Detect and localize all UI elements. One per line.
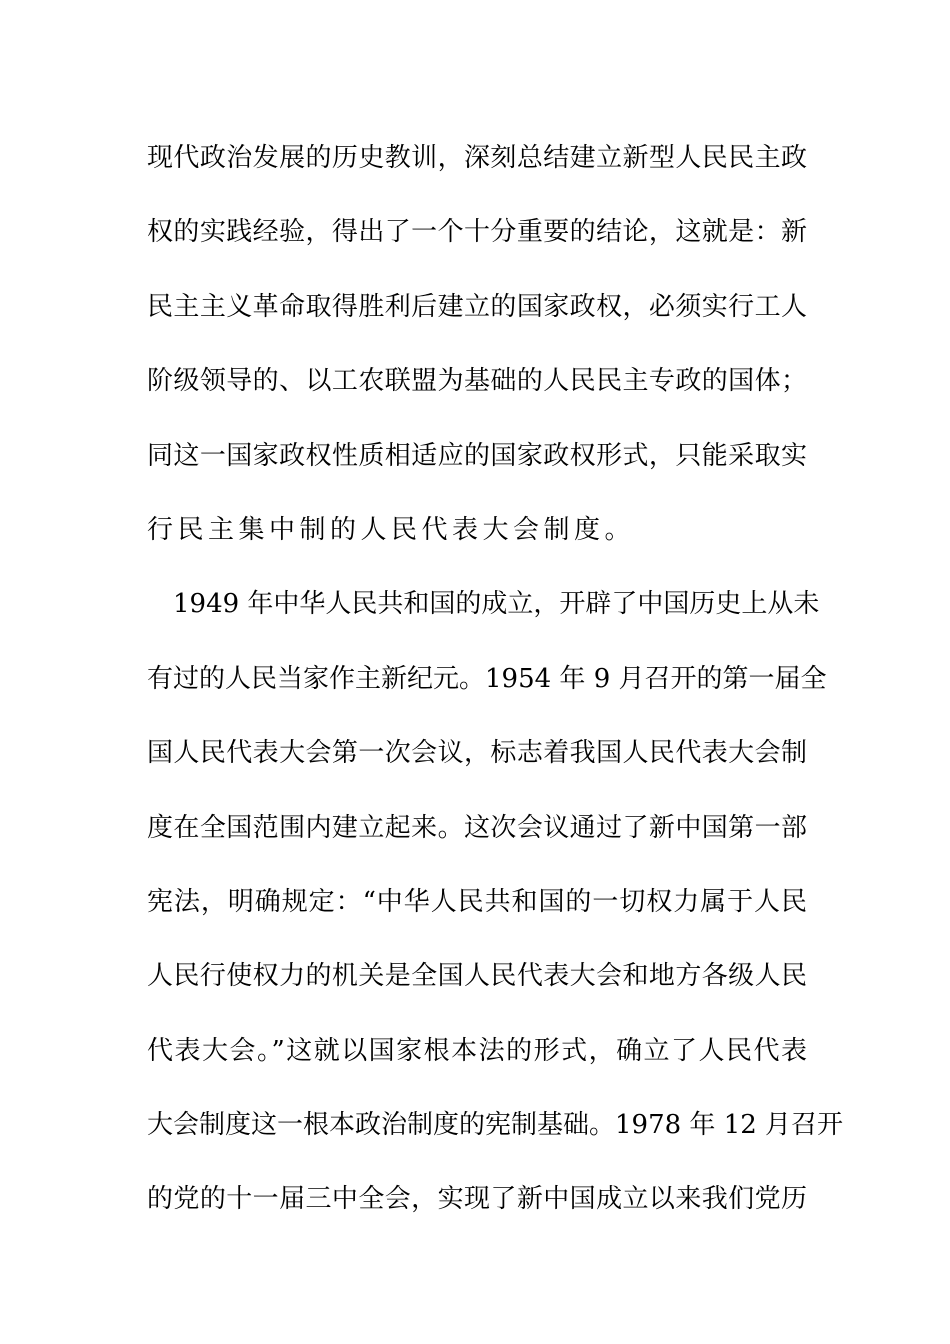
text-line: 的党的十一届三中全会，实现了新中国成立以来我们党历 — [147, 1184, 807, 1215]
text-line: 行民主集中制的人民代表大会制度。 — [147, 514, 636, 545]
text-line: 度在全国范围内建立起来。这次会议通过了新中国第一部 — [147, 812, 807, 843]
text-line: 国人民代表大会第一次会议，标志着我国人民代表大会制 — [147, 738, 807, 769]
text-line: 现代政治发展的历史教训，深刻总结建立新型人民民主政 — [147, 143, 807, 173]
text-line: 1949 年中华人民共和国的成立，开辟了中国历史上从未 — [147, 589, 820, 620]
body-text — [147, 134, 844, 1250]
text-line: 人民行使权力的机关是全国人民代表大会和地方各级人民 — [147, 961, 807, 992]
text-line: 民主主义革命取得胜利后建立的国家政权，必须实行工人 — [147, 291, 807, 322]
text-line: 代表大会。”这就以国家根本法的形式，确立了人民代表 — [147, 1035, 807, 1066]
text-line: 大会制度这一根本政治制度的宪制基础。1978 年 12 月召开 — [147, 1110, 844, 1141]
text-line: 阶级领导的、以工农联盟为基础的人民民主专政的国体； — [147, 366, 807, 397]
text-line: 宪法，明确规定：“中华人民共和国的一切权力属于人民 — [147, 886, 807, 917]
text-line: 权的实践经验，得出了一个十分重要的结论，这就是：新 — [147, 217, 807, 248]
text-line: 同这一国家政权性质相适应的国家政权形式，只能采取实 — [147, 440, 807, 471]
text-line: 有过的人民当家作主新纪元。1954 年 9 月召开的第一届全 — [147, 663, 827, 694]
